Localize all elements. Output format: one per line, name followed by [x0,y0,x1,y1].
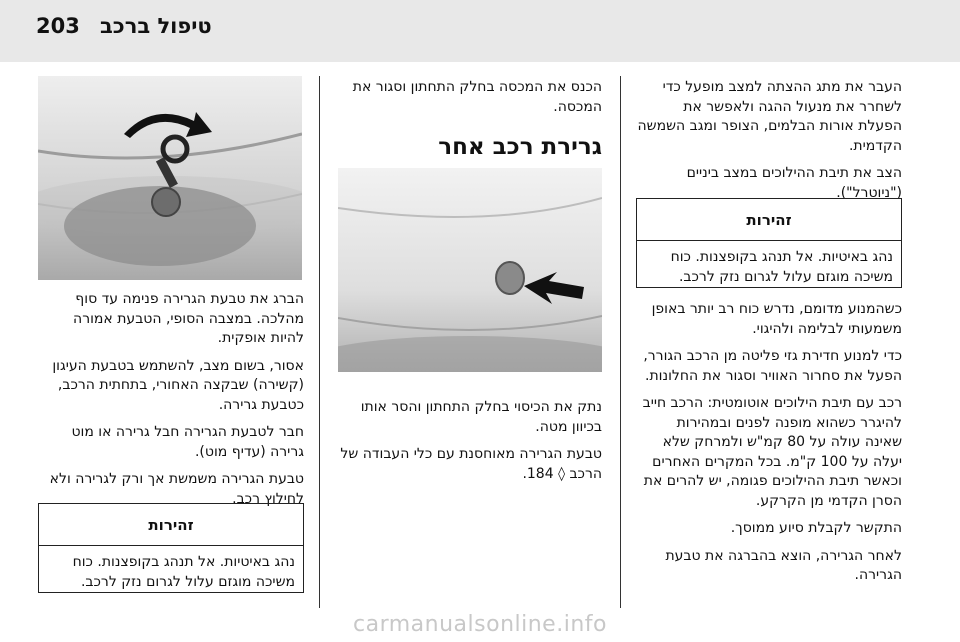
left-paragraph-3: חבר לטבעת הגרירה חבל גרירה או מוט גרירה (עדיף מוט). [71,424,304,460]
left-paragraph-1: הברג את טבעת הגרירה פנימה עד סוף מהלכה. במצבה הסופי, הטבעת אמורה להיות אופקית. [73,291,304,346]
watermark: carmanualsonline.info [353,612,607,637]
right-warning-box [636,198,902,288]
column-divider-right [620,76,621,608]
tow-eye-screw-in-photo [38,76,302,280]
middle-paragraph-2: טבעת הגרירה מאוחסנת עם כלי העבודה של הרכב ◊ 184. [340,446,602,482]
rear-bumper-cover-photo [338,168,602,372]
right-warning-text: נהג באיטיות. אל תנהג בקופצנות. כוח משיכה מוגזם עלול לגרום נזק לרכב. [670,249,893,285]
bumper-illustration [38,76,302,280]
page-number: 203 [36,14,80,38]
right-paragraph-1: העבר את מתג ההצתה למצב מופעל כדי לשחרר את מנעול ההגה ולאפשר את הפעלת אורות הבלמים, הצופר ומגב השמשה הקדמית. [637,79,902,154]
tow-eye-cover-icon [496,262,524,294]
right-column-text-top [636,78,902,211]
right-paragraph-7: לאחר הגרירה, הוצא בהברגה את טבעת הגרירה. [665,547,902,583]
right-column-text-bottom [636,300,902,594]
left-column-text [38,290,304,517]
tow-eye-socket-icon [152,188,180,216]
middle-column-text [336,398,602,492]
left-warning-text: נהג באיטיות. אל תנהג בקופצנות. כוח משיכה מוגזם עלול לגרום נזק לרכב. [72,554,295,590]
middle-paragraph-1: נתק את הכיסוי בחלק התחתון והסר אותו בכיוון מטה. [360,399,602,435]
right-paragraph-6: התקשר לקבלת סיוע ממוסך. [730,520,902,536]
left-warning-heading: זהירות [39,504,303,546]
middle-intro [336,78,602,125]
left-warning-box [38,503,304,593]
rear-bumper-illustration [338,168,602,372]
right-paragraph-2: הצב את תיבת ההילוכים במצב ביניים ("ניוטרל"). [686,165,902,201]
column-divider-left [319,76,320,608]
middle-intro-text: הכנס את המכסה בחלק התחתון וסגור את המכסה. [352,79,602,115]
section-heading: גרירת רכב אחר [438,134,602,160]
left-paragraph-2: אסור, בשום מצב, להשתמש בטבעת העיגון (קשירה) שבקצה האחורי, בתחתית הרכב, כטבעת גרירה. [52,357,304,413]
right-paragraph-4: כדי למנוע חדירת גזי פליטה מן הרכב הגורר, הפעל את סחרור האוויר וסגור את החלונות. [643,348,902,384]
right-warning-heading: זהירות [637,199,901,241]
left-paragraph-4: טבעת הגרירה משמשת אך ורק לגרירה ולא לחילוץ רכב. [49,471,304,507]
page-title: טיפול ברכב [100,14,212,38]
right-paragraph-3: כשהמנוע מדומם, נדרש כוח רב יותר באופן משמעותי לבלימה ולהיגוי. [651,301,902,337]
right-paragraph-5: רכב עם תיבת הילוכים אוטומטית: הרכב חייב להיגרר כשהוא מופנה לפנים ובמהירות שאינה עולה על 80 קמ"ש ולמרחק שלא יעלה על 100 ק"מ. בכל המקרים האחרים וכאשר תיבת ההילוכים פגומה, יש להרים את הסרן הקדמי מן הקרקע. [642,395,902,509]
page-header [0,0,960,62]
